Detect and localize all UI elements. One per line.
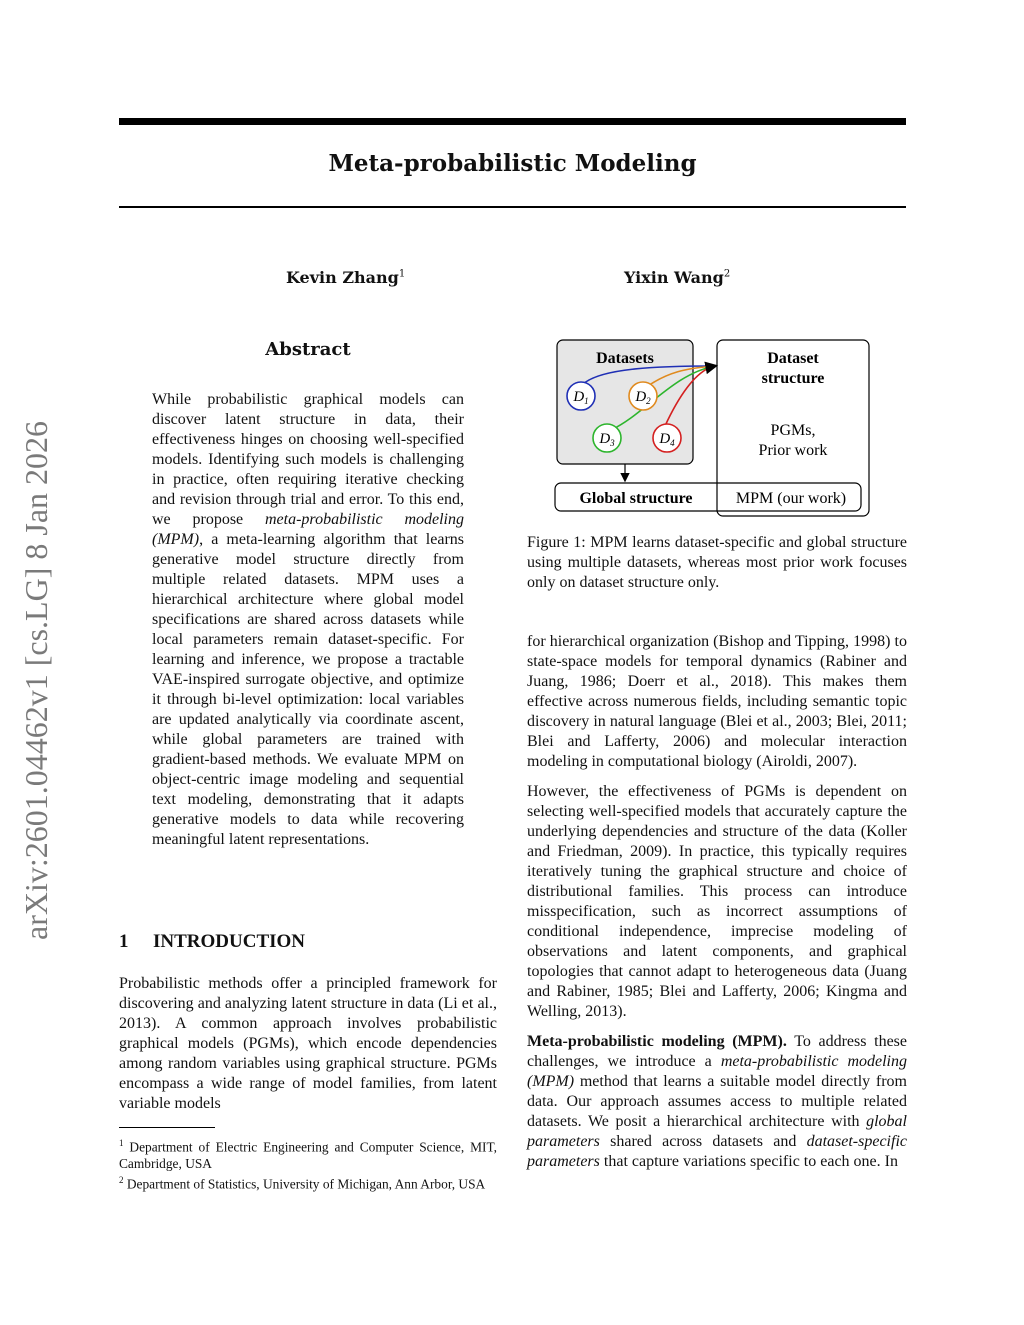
d4-node-label: $D_4$ (659, 431, 675, 448)
section-heading-introduction (119, 931, 305, 953)
author-1 (286, 268, 405, 287)
global-structure-label: Global structure (579, 490, 693, 507)
footnote-rule (119, 1127, 215, 1128)
author-1-name: Kevin Zhang (286, 268, 399, 287)
section-number: 1 (119, 931, 129, 952)
title-top-rule (119, 118, 906, 125)
mpm-label: MPM (our work) (735, 490, 847, 507)
abstract-heading: Abstract (265, 339, 351, 360)
footnotes (119, 1135, 497, 1193)
introduction-body: Probabilistic methods offer a principled framework for discovering and analyzing latent structure in data (Li et al., 2013). A common approach involves probabilistic graphical models (PGMs), which encode dependencies among random variables using graphical structure. PGMs encompass a wide range of model families, from latent variable models (119, 975, 497, 1112)
author-1-mark: 1 (398, 268, 406, 280)
title-bottom-rule (119, 206, 906, 208)
abstract-body: While probabilistic graphical models can discover latent structure in data, their effectiveness hinges on choosing well-specified models. Identifying such models is challenging in practice, often requiring iterative checking and revision through trial and error. To this end, we propose meta-probabilistic modeling (MPM), a meta-learning algorithm that learns generative model structure directly from multiple related datasets. MPM uses a hierarchical architecture where global model specifications are shared across datasets while local parameters remain dataset-specific. For learning and inference, we propose a tractable VAE-inspired surrogate objective, and optimize it through bi-level optimization: local variables are updated analytically via coordinate ascent, while global parameters are trained with gradient-based methods. We evaluate MPM on object-centric image modeling and sequential text modeling, demonstrating that it adapts generative models to data while recovering meaningful latent representations. (152, 391, 465, 848)
figure-1-caption: Figure 1: MPM learns dataset-specific and global structure using multiple datasets, whereas most prior work focuses only on dataset structure only. (527, 534, 907, 591)
paper-title: Meta-probabilistic Modeling (328, 150, 697, 177)
arxiv-identifier: arXiv:2601.04462v1 [cs.LG] 8 Jan 2026 (18, 420, 54, 940)
prior-work-label: Prior work (758, 442, 828, 459)
d3-node-label: $D_3$ (599, 431, 615, 448)
right-column-body (527, 632, 907, 1182)
paragraph-2: However, the effectiveness of PGMs is dependent on selecting well-specified models that accurately capture the underlying dependencies and structure of the data (Koller and Friedman, 2009). In practice, this typically requires iteratively tuning the graphical structure and choice of distributional families. This process can introduce misspecification, such as incorrect assumptions of conditional independence, imprecise modeling of observations and latent components, and graphical topologies that cannot adapt to heterogeneous data (Juang and Rabiner, 1985; Blei and Lafferty, 2006; Kingma and Welling, 2013). (527, 783, 907, 1020)
section-title: INTRODUCTION (153, 931, 306, 952)
datasets-label: Datasets (596, 350, 654, 367)
figure-1-diagram (527, 330, 907, 530)
author-2 (624, 268, 730, 287)
d2-node-label: $D_2$ (635, 389, 651, 406)
pgms-label: PGMs, (770, 422, 816, 439)
author-2-mark: 2 (723, 268, 731, 280)
d1-node-label: $D_1$ (573, 389, 589, 406)
paragraph-3: Meta-probabilistic modeling (MPM). To address these challenges, we introduce a meta-probabilistic modeling (MPM) method that learns a suitable model directly from data. Our approach assumes access to multiple related datasets. We posit a hierarchical architecture with global parameters shared across datasets and dataset-specific parameters that capture variations specific to each one. In (527, 1033, 908, 1170)
dataset-structure-label: Dataset structure (761, 350, 825, 387)
paragraph-1: for hierarchical organization (Bishop and Tipping, 1998) to state-space models for temporal dynamics (Rabiner and Juang, 1986; Doerr et al., 2018). This makes them effective across numerous fields, including semantic topic discovery in natural language (Blei et al., 2003; Blei, 2011; Blei and Lafferty, 2006) and molecular interaction modeling in computational biology (Airoldi, 2007). (527, 633, 907, 770)
footnote-1: $^1$ Department of Electric Engineering and Computer Science, MIT, Cambridge, USA (119, 1138, 497, 1171)
author-2-name: Yixin Wang (624, 268, 724, 287)
footnote-2: $^2$ Department of Statistics, University of Michigan, Ann Arbor, USA (119, 1175, 486, 1192)
